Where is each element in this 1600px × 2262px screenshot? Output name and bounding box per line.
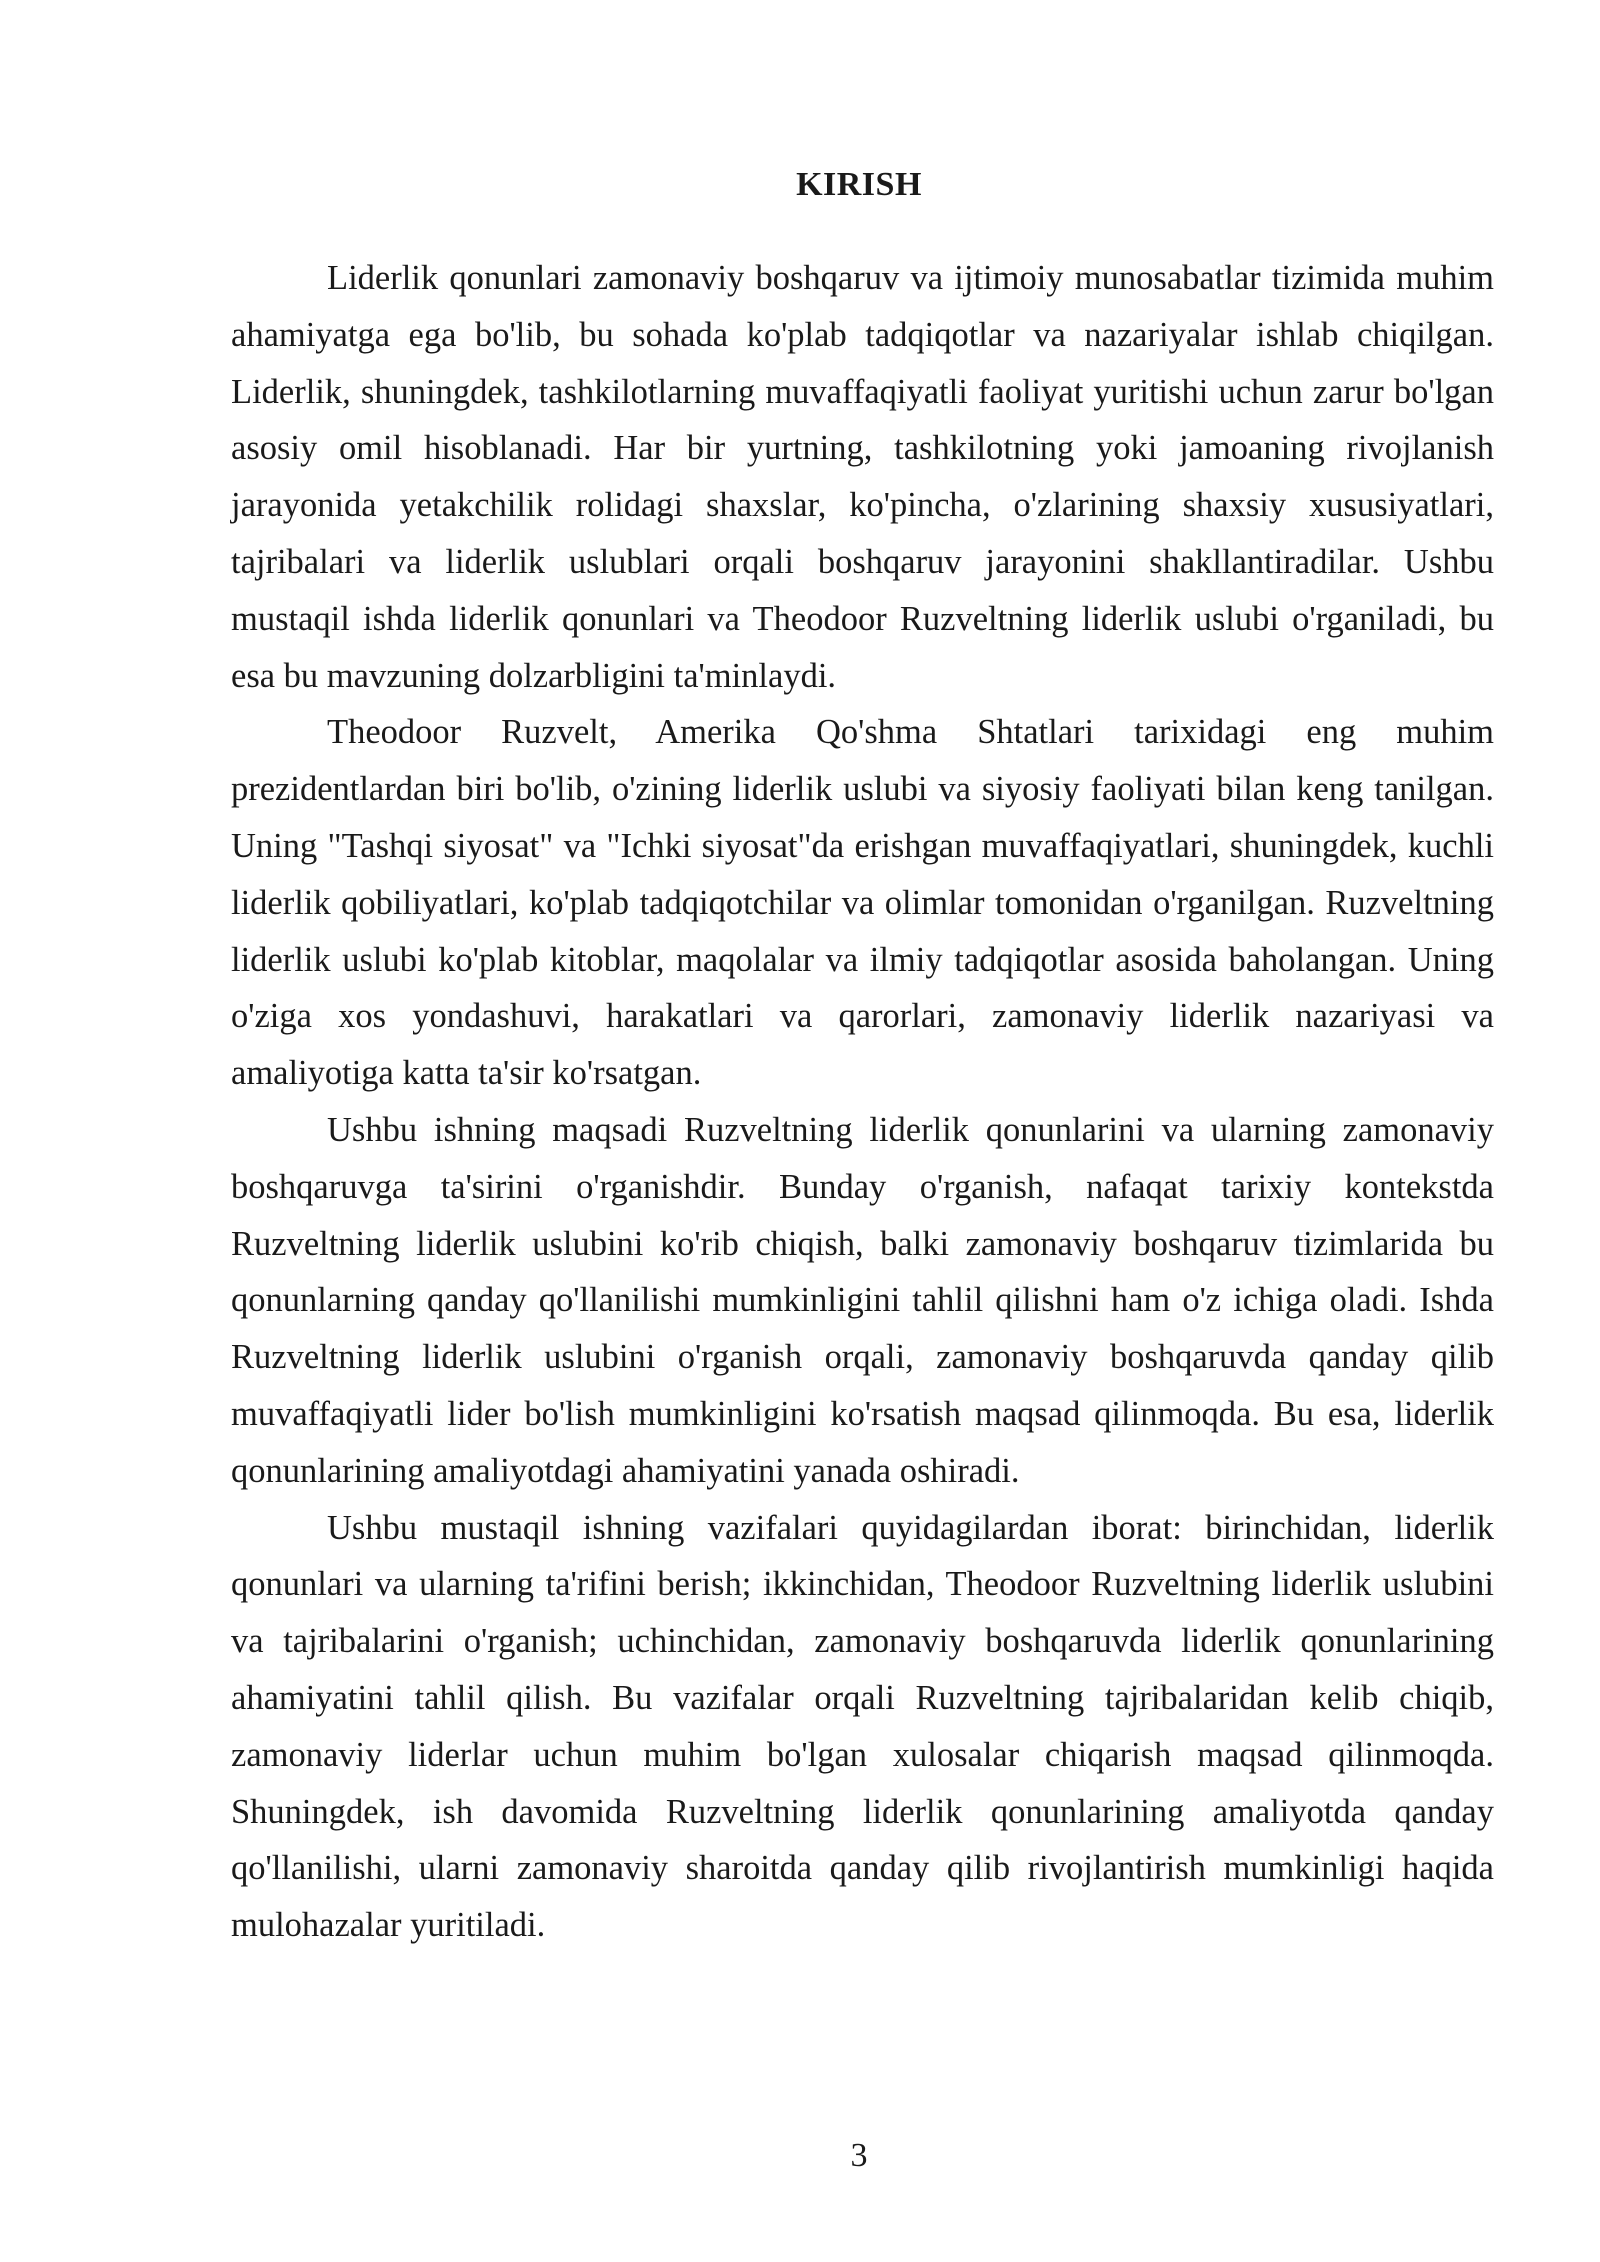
paragraph-intro: Liderlik qonunlari zamonaviy boshqaruv va ijtimoiy munosabatlar tizimida muhim ahamiyatga ega bo'lib, bu sohada ko'plab tadqiqotlar va nazariyalar ishlab chiqilgan. Liderlik, shuningdek, tashkilotlarning muvaffaqiyatli faoliyat yuritishi uchun zarur bo'lgan asosiy omil hisoblanadi. Har bir yurtning, tashkilotning yoki jamoaning rivojlanish jarayonida yetakchilik rolidagi shaxslar, ko'pincha, o'zlarining shaxsiy xususiyatlari, tajribalari va liderlik uslublari orqali boshqaruv jarayonini shakllantiradilar. Ushbu mustaqil ishda liderlik qonunlari va Theodoor Ruzveltning liderlik uslubi o'rganiladi, bu esa bu mavzuning dolzarbligini ta'minlaydi. [231,259,1494,695]
page-number: 3 [850,2137,868,2174]
paragraph-tasks: Ushbu mustaqil ishning vazifalari quyidagilardan iborat: birinchidan, liderlik qonunlari va ularning ta'rifini berish; ikkinchidan, Theodoor Ruzveltning liderlik uslubini va tajribalarini o'rganish; uchinchidan, zamonaviy boshqaruvda liderlik qonunlarining ahamiyatini tahlil qilish. Bu vazifalar orqali Ruzveltning tajribalaridan kelib chiqib, zamonaviy liderlar uchun muhim bo'lgan xulosalar chiqarish maqsad qilinmoqda. Shuningdek, ish davomida Ruzveltning liderlik qonunlarining amaliyotda qanday qo'llanilishi, ularni zamonaviy sharoitda qanday qilib rivojlantirish mumkinligi haqida mulohazalar yuritiladi. [231,1508,1494,1945]
paragraph-goal: Ushbu ishning maqsadi Ruzveltning liderlik qonunlarini va ularning zamonaviy boshqaruvga ta'sirini o'rganishdir. Bunday o'rganish, nafaqat tarixiy kontekstda Ruzveltning liderlik uslubini ko'rib chiqish, balki zamonaviy boshqaruv tizimlarida bu qonunlarning qanday qo'llanilishi mumkinligini tahlil qilishni ham o'z ichiga oladi. Ishda Ruzveltning liderlik uslubini o'rganish orqali, zamonaviy boshqaruvda qanday qilib muvaffaqiyatli lider bo'lish mumkinligini ko'rsatish maqsad qilinmoqda. Bu esa, liderlik qonunlarining amaliyotdagi ahamiyatini yanada oshiradi. [231,1110,1494,1490]
paragraph-ruzvelt: Theodoor Ruzvelt, Amerika Qo'shma Shtatlari tarixidagi eng muhim prezidentlardan biri bo'lib, o'zining liderlik uslubi va siyosiy faoliyati bilan keng tanilgan. Uning "Tashqi siyosat" va "Ichki siyosat"da erishgan muvaffaqiyatlari, shuningdek, kuchli liderlik qobiliyatlari, ko'plab tadqiqotchilar va olimlar tomonidan o'rganilgan. Ruzveltning liderlik uslubi ko'plab kitoblar, maqolalar va ilmiy tadqiqotlar asosida baholangan. Uning o'ziga xos yondashuvi, harakatlari va qarorlari, zamonaviy liderlik nazariyasi va amaliyotiga katta ta'sir ko'rsatgan. [231,713,1494,1093]
section-title: KIRISH [796,166,922,203]
body-text [231,250,1494,1954]
